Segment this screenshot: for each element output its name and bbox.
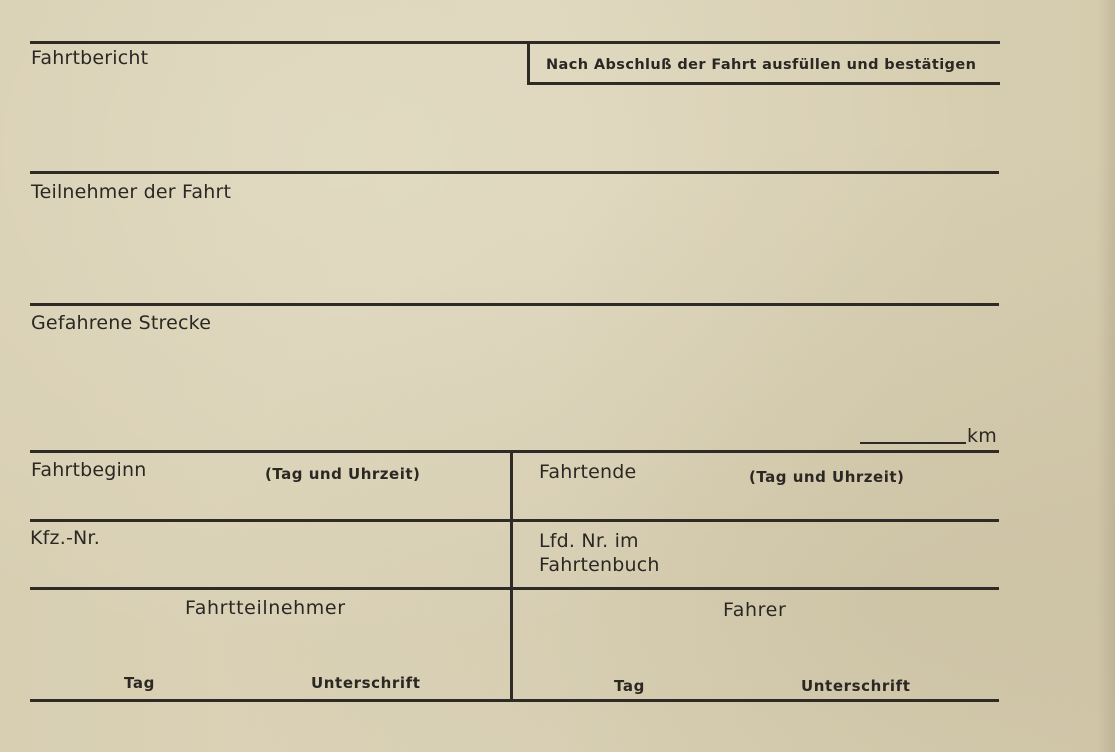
driver-signature-label: Unterschrift: [801, 677, 911, 695]
route-field[interactable]: [30, 340, 999, 430]
vehicle-number-label: Kfz.-Nr.: [30, 527, 100, 549]
table-row2-rule: [30, 587, 999, 590]
instruction-box-left-rule: [527, 43, 530, 85]
participants-top-rule: [30, 171, 999, 174]
table-bottom-rule: [30, 699, 999, 702]
paper-edge-shadow: [1097, 0, 1115, 752]
logbook-number-label-line2: Fahrtenbuch: [539, 554, 660, 576]
participant-day-label: Tag: [124, 674, 155, 692]
start-hint: (Tag und Uhrzeit): [265, 465, 421, 483]
instruction-box-bottom-rule: [527, 82, 1000, 85]
driver-signature-title: Fahrer: [723, 599, 787, 621]
route-label: Gefahrene Strecke: [31, 312, 212, 334]
start-label: Fahrtbeginn: [31, 459, 147, 481]
table-row1-rule: [30, 519, 999, 522]
km-blank-line[interactable]: [860, 442, 966, 444]
logbook-number-label-line1: Lfd. Nr. im: [539, 530, 639, 552]
table-center-rule: [510, 452, 513, 702]
participants-field[interactable]: [30, 210, 999, 300]
km-unit: km: [967, 425, 997, 447]
route-top-rule: [30, 303, 999, 306]
table-top-rule: [30, 450, 999, 453]
form-title: Fahrtbericht: [31, 47, 149, 69]
participants-label: Teilnehmer der Fahrt: [31, 181, 232, 203]
end-hint: (Tag und Uhrzeit): [749, 468, 905, 486]
participant-signature-label: Unterschrift: [311, 674, 421, 692]
participant-signature-title: Fahrtteilnehmer: [185, 597, 346, 619]
driver-day-label: Tag: [614, 677, 645, 695]
instruction-text: Nach Abschluß der Fahrt ausfüllen und bestätigen: [546, 57, 977, 73]
header-top-rule: [30, 41, 1000, 44]
end-label: Fahrtende: [539, 461, 637, 483]
